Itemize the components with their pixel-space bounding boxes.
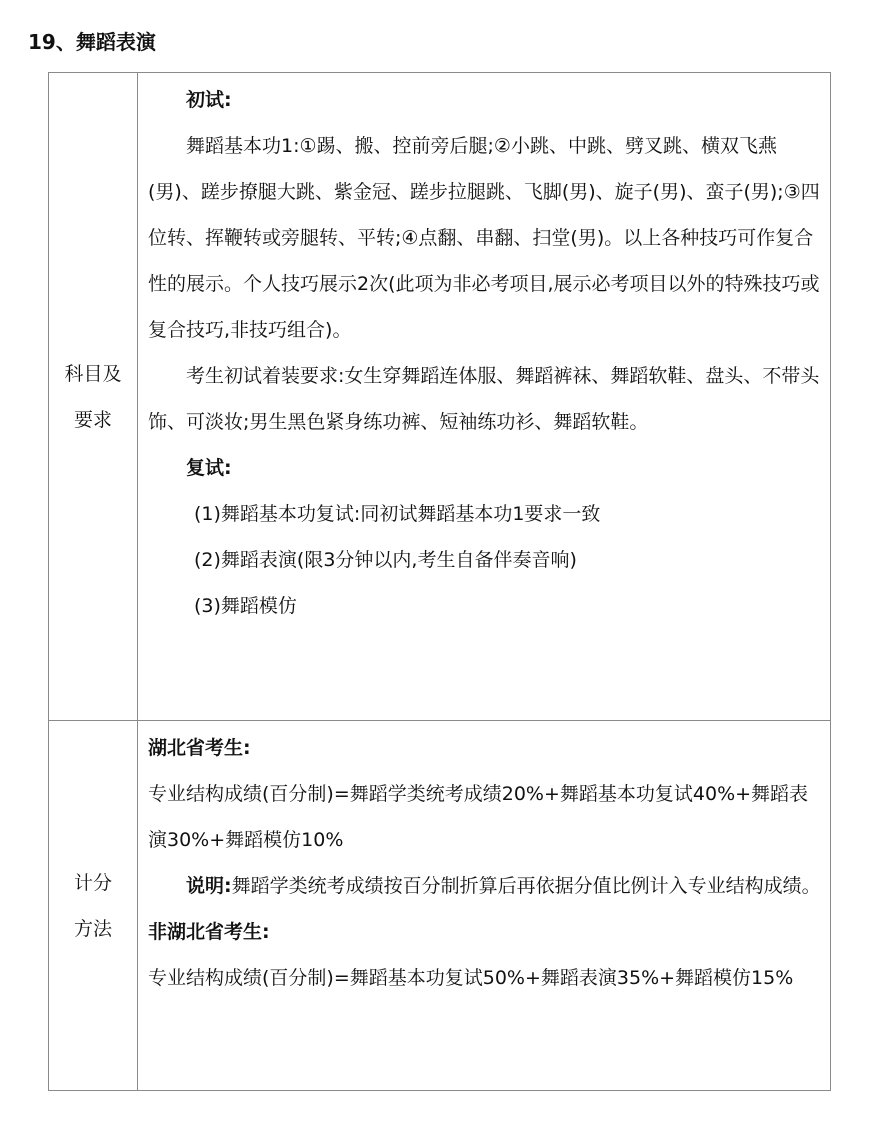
- chushi-text: 舞蹈基本功1:①踢、搬、控前旁后腿;②小跳、中跳、劈叉跳、横双飞燕(男)、蹉步撩腿大跳、紫金冠、蹉步拉腿跳、飞脚(男)、旋子(男)、蛮子(男);③四位转、挥鞭转或旁腿转、平转;④点翻、串翻、扫堂(男)。以上各种技巧可作复合性的展示。个人技巧展示2次(此项为非必考项目,展示必考项目以外的特殊技巧或复合技巧,非技巧组合)。: [148, 135, 820, 341]
- fushi-item: (3)舞蹈模仿: [194, 595, 297, 617]
- row-label: [49, 73, 138, 721]
- nonhubei-heading: 非湖北省考生:: [148, 921, 270, 943]
- row-label-line: 方法: [73, 917, 112, 940]
- fushi-item: (2)舞蹈表演(限3分钟以内,考生自备伴奏音响): [194, 549, 577, 571]
- row-label-line: 计分: [73, 871, 112, 894]
- dress-text: 考生初试着装要求:女生穿舞蹈连体服、舞蹈裤袜、舞蹈软鞋、盘头、不带头饰、可淡妆;男生黑色紧身练功裤、短袖练功衫、舞蹈软鞋。: [148, 365, 820, 433]
- table-row: [49, 73, 831, 721]
- table-row: [49, 721, 831, 1091]
- row-label: [49, 721, 138, 1091]
- fushi-item: (1)舞蹈基本功复试:同初试舞蹈基本功1要求一致: [194, 503, 601, 525]
- note-paragraph: [148, 863, 822, 909]
- row-content: [138, 721, 831, 1091]
- note-label: 说明:: [186, 875, 232, 897]
- chushi-heading: 初试:: [186, 89, 232, 111]
- hubei-heading: 湖北省考生:: [148, 737, 251, 759]
- row-label-line: 科目及: [64, 362, 122, 385]
- fushi-heading: 复试:: [186, 457, 232, 479]
- requirements-table: [48, 72, 831, 1091]
- row-content: [138, 73, 831, 721]
- nonhubei-formula: 专业结构成绩(百分制)=舞蹈基本功复试50%+舞蹈表演35%+舞蹈模仿15%: [148, 967, 794, 989]
- section-title: 19、舞蹈表演: [28, 30, 156, 54]
- row-label-line: 要求: [73, 408, 112, 431]
- hubei-formula: 专业结构成绩(百分制)=舞蹈学类统考成绩20%+舞蹈基本功复试40%+舞蹈表演30%+舞蹈模仿10%: [148, 783, 809, 851]
- note-text: 舞蹈学类统考成绩按百分制折算后再依据分值比例计入专业结构成绩。: [231, 875, 821, 897]
